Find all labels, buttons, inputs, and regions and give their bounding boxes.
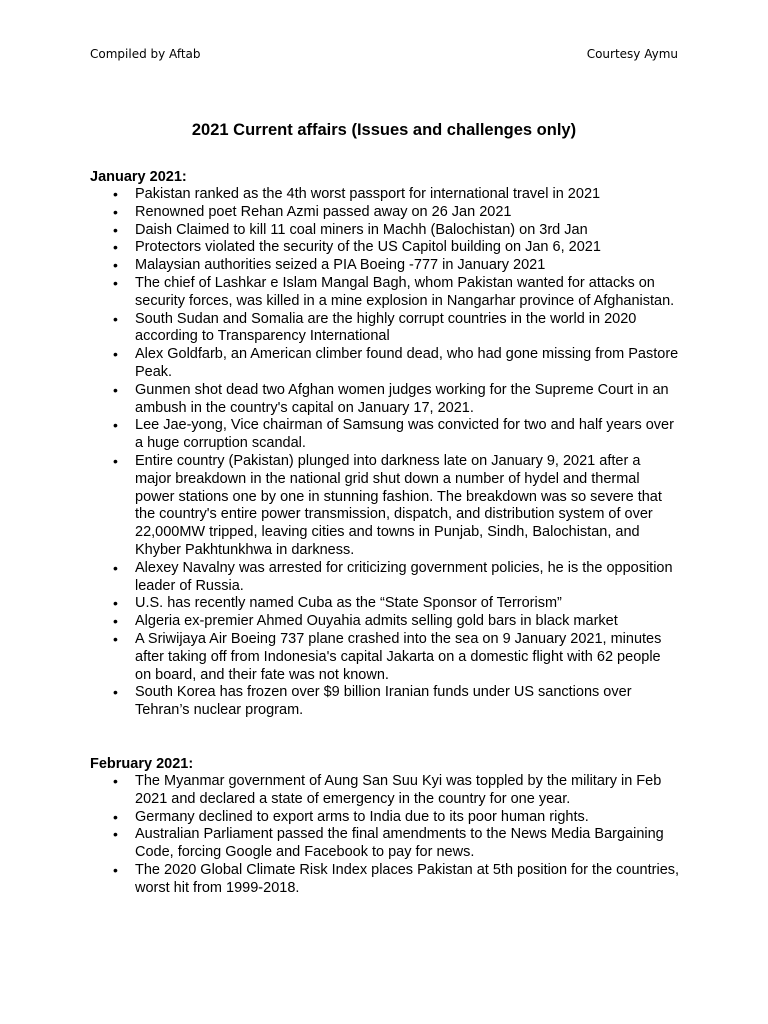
bullet-icon: • [113,452,118,469]
section-heading: February 2021: [90,756,194,772]
courtesy-text: Courtesy Aymu [586,47,678,61]
bullet-icon: • [113,808,118,825]
list-item-text: Daish Claimed to kill 11 coal miners in Machh (Balochistan) on 3rd Jan [135,221,588,238]
list-item [90,613,680,631]
page-header [90,47,678,65]
list-item-text: Algeria ex-premier Ahmed Ouyahia admits selling gold bars in black market [135,613,618,630]
list-item-text: The Myanmar government of Aung San Suu Kyi was toppled by the military in Feb 2021 and declared a state of emergency in the country for one year. [135,773,662,807]
list-item-text: Germany declined to export arms to India due to its poor human rights. [135,808,589,825]
list-item-text: Protectors violated the security of the US Capitol building on Jan 6, 2021 [135,239,601,256]
bullet-icon: • [113,203,118,220]
section-heading: January 2021: [90,169,187,185]
list-item-text: Entire country (Pakistan) plunged into darkness late on January 9, 2021 after a major breakdown in the national grid shut down a number of hydel and thermal power stations one by one in stunning fashion. The breakdown was so severe that the country's entire power transmission, dispatch, and distribution system of over 22,000MW tripped, leaving cities and towns in Punjab, Sindh, Balochistan, and Khyber Pakhtunkhwa in darkness. [135,452,662,558]
list-item-text: Australian Parliament passed the final amendments to the News Media Bargaining Code, forcing Google and Facebook to pay for news. [135,826,664,861]
compiled-by-text: Compiled by Aftab [90,47,201,61]
list-item [90,382,680,418]
list-item-text: Alex Goldfarb, an American climber found dead, who had gone missing from Pastore Peak. [135,346,679,380]
list-item [90,809,680,827]
bullet-icon: • [113,826,118,843]
bullet-icon: • [113,417,118,434]
bullet-icon: • [113,630,118,647]
list-item-text: The 2020 Global Climate Risk Index places Pakistan at 5th position for the countries, worst hit from 1999-2018. [135,861,680,896]
list-item [90,684,680,720]
bullet-icon: • [113,381,118,398]
list-item [90,204,680,222]
list-item [90,595,680,613]
news-list [90,773,680,898]
list-item [90,275,680,311]
news-list [90,186,680,720]
bullet-icon: • [113,613,118,630]
list-item [90,862,680,898]
bullet-icon: • [113,559,118,576]
bullet-icon: • [113,684,118,701]
list-item [90,631,680,684]
bullet-icon: • [113,257,118,274]
list-item [90,826,680,862]
list-item-text: U.S. has recently named Cuba as the “State Sponsor of Terrorism” [135,595,562,612]
list-item-text: Renowned poet Rehan Azmi passed away on 26 Jan 2021 [135,203,512,220]
list-item-text: South Sudan and Somalia are the highly corrupt countries in the world in 2020 according to Transparency International [135,310,637,345]
list-item-text: A Sriwijaya Air Boeing 737 plane crashed into the sea on 9 January 2021, minutes after taking off from Indonesia's capital Jakarta on a domestic flight with 62 people on board, and their fate was not known. [135,630,662,683]
bullet-icon: • [113,861,118,878]
bullet-icon: • [113,310,118,327]
bullet-icon: • [113,595,118,612]
section-february-2021 [90,755,680,898]
list-item [90,239,680,257]
bullet-icon: • [113,274,118,291]
list-item [90,186,680,204]
list-item-text: Alexey Navalny was arrested for criticizing government policies, he is the opposition leader of Russia. [135,559,673,594]
bullet-icon: • [113,773,118,789]
list-item-text: Malaysian authorities seized a PIA Boeing -777 in January 2021 [135,257,546,274]
list-item [90,257,680,275]
list-item-text: Lee Jae-yong, Vice chairman of Samsung was convicted for two and half years over a huge corruption scandal. [135,417,674,452]
document-title: 2021 Current affairs (Issues and challenges only) [191,121,577,139]
bullet-icon: • [113,239,118,256]
list-item [90,311,680,347]
list-item-text: The chief of Lashkar e Islam Mangal Bagh, whom Pakistan wanted for attacks on security forces, was killed in a mine explosion in Nangarhar province of Afghanistan. [135,274,675,309]
list-item-text: South Korea has frozen over $9 billion Iranian funds under US sanctions over Tehran’s nuclear program. [135,684,632,719]
bullet-icon: • [113,221,118,238]
list-item [90,222,680,240]
section-january-2021 [90,168,680,720]
list-item [90,773,680,809]
list-item-text: Pakistan ranked as the 4th worst passport for international travel in 2021 [135,186,601,202]
bullet-icon: • [113,186,118,202]
list-item [90,417,680,453]
list-item [90,453,680,560]
list-item-text: Gunmen shot dead two Afghan women judges working for the Supreme Court in an ambush in the country's capital on January 17, 2021. [135,381,669,416]
list-item [90,560,680,596]
list-item [90,346,680,382]
bullet-icon: • [113,346,118,363]
